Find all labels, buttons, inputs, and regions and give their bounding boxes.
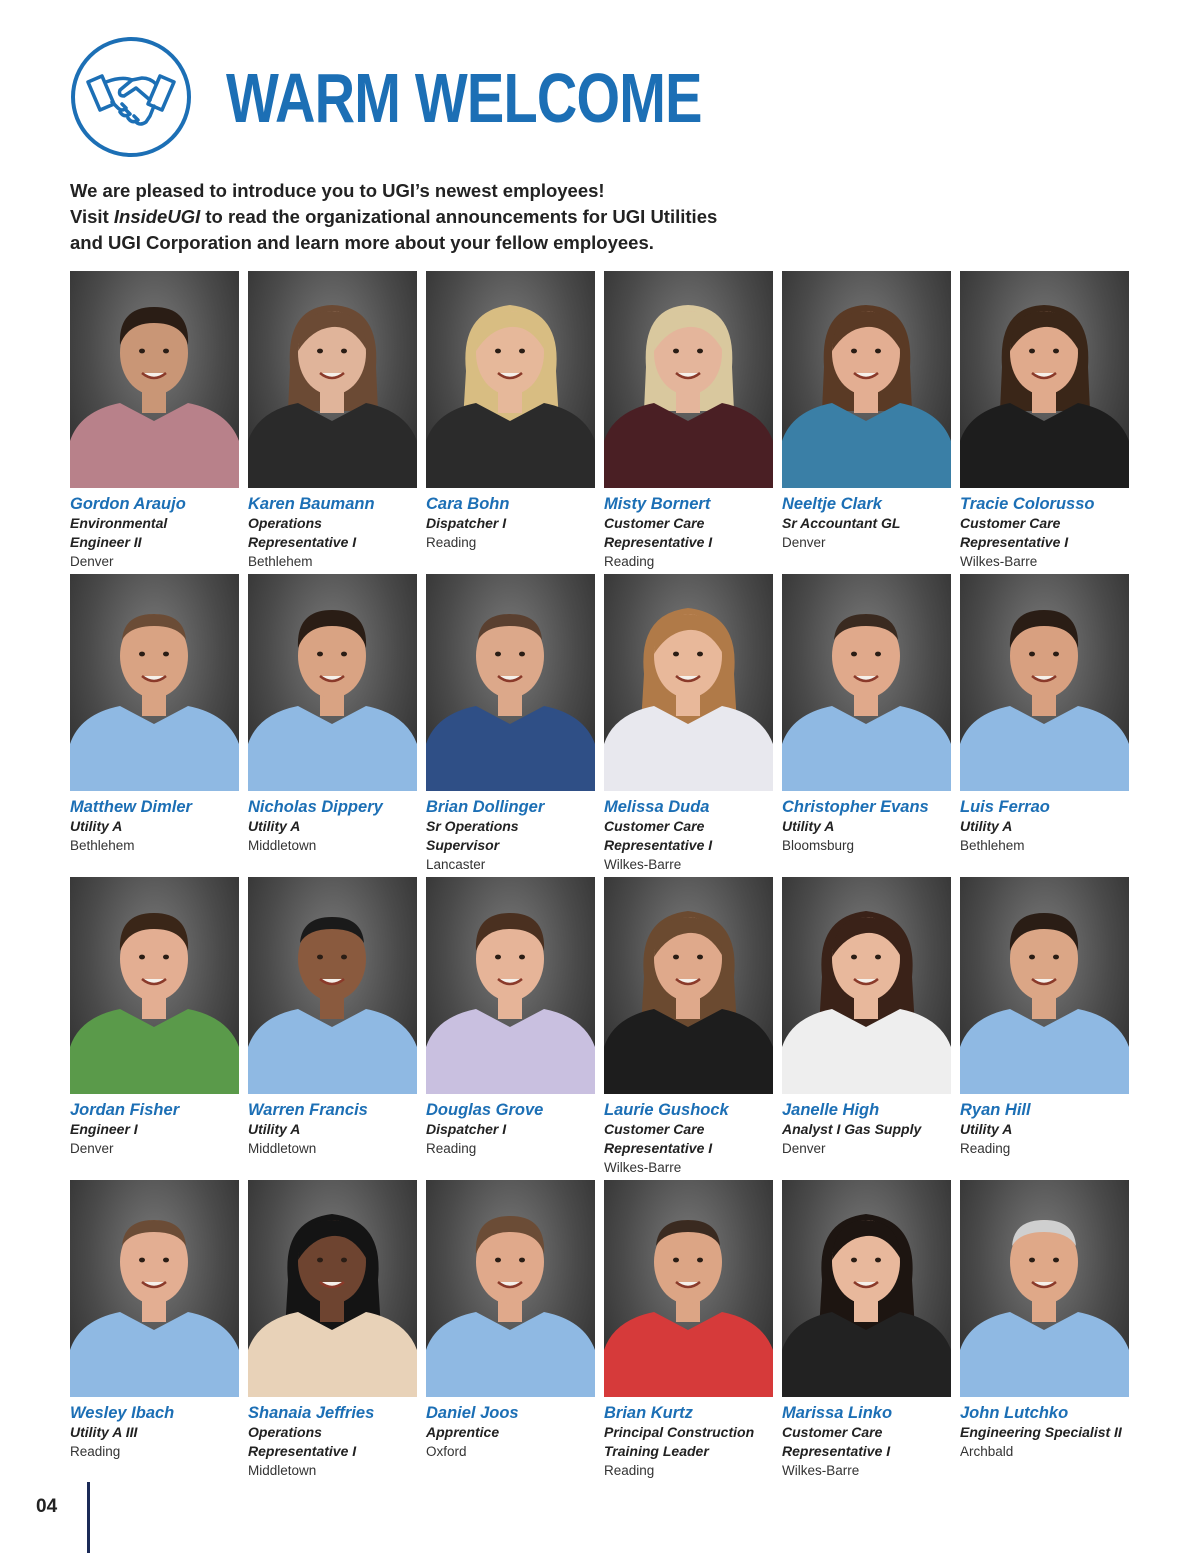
employee-role: Customer Care Representative I <box>604 515 713 550</box>
employee-card <box>960 877 1129 1171</box>
employee-card <box>960 271 1129 569</box>
employee-card <box>426 877 595 1171</box>
employee-name: Marissa Linko <box>782 1404 893 1422</box>
employee-role: Utility A <box>248 1121 301 1137</box>
employee-card <box>70 574 239 868</box>
employee-name: Karen Baumann <box>248 495 375 513</box>
intro-line-3: and UGI Corporation and learn more about your fellow employees. <box>70 232 654 253</box>
employee-location: Lancaster <box>426 857 486 872</box>
employee-photo <box>960 1180 1129 1397</box>
employee-card <box>248 877 417 1171</box>
employee-location: Reading <box>426 1141 477 1156</box>
employee-photo <box>604 574 773 791</box>
employee-role: Utility A <box>70 818 123 834</box>
employee-name: Neeltje Clark <box>782 495 882 513</box>
employee-location: Middletown <box>248 1141 317 1156</box>
employee-role: Customer Care Representative I <box>960 515 1069 550</box>
employee-name: Melissa Duda <box>604 798 710 816</box>
employee-location: Bethlehem <box>248 554 313 569</box>
employee-location: Denver <box>70 554 114 569</box>
employee-card <box>604 1180 773 1478</box>
employee-grid <box>70 271 1130 1478</box>
employee-photo <box>248 1180 417 1397</box>
employee-photo <box>782 877 951 1094</box>
page-title: WARM WELCOME <box>226 59 702 137</box>
employee-card <box>604 271 773 569</box>
employee-name: Warren Francis <box>248 1101 368 1119</box>
employee-photo <box>248 877 417 1094</box>
employee-name: Luis Ferrao <box>960 798 1050 816</box>
employee-photo <box>70 1180 239 1397</box>
employee-photo <box>426 271 595 488</box>
employee-role: Customer Care Representative I <box>604 818 713 853</box>
insideugi-link[interactable]: InsideUGI <box>113 206 201 227</box>
employee-card <box>782 1180 951 1478</box>
employee-location: Reading <box>426 535 477 550</box>
employee-role: Dispatcher I <box>426 515 507 531</box>
employee-role: Principal Construction Training Leader <box>604 1424 755 1459</box>
employee-photo <box>782 574 951 791</box>
employee-location: Wilkes-Barre <box>604 857 682 872</box>
page-rule <box>87 1482 90 1553</box>
employee-role: Dispatcher I <box>426 1121 507 1137</box>
employee-role: Sr Accountant GL <box>782 515 901 531</box>
employee-location: Middletown <box>248 838 317 853</box>
employee-role: Sr Operations Supervisor <box>426 818 519 853</box>
page-number: 04 <box>36 1496 58 1517</box>
employee-role: Engineering Specialist II <box>960 1424 1122 1440</box>
employee-card <box>604 877 773 1175</box>
employee-photo <box>248 271 417 488</box>
intro-line-1: We are pleased to introduce you to UGI’s newest employees! <box>70 180 605 201</box>
employee-photo <box>70 574 239 791</box>
employee-photo <box>604 877 773 1094</box>
employee-location: Archbald <box>960 1444 1014 1459</box>
employee-card <box>248 574 417 868</box>
employee-location: Bloomsburg <box>782 838 855 853</box>
employee-photo <box>248 574 417 791</box>
employee-card <box>782 574 951 868</box>
intro-suffix: to read the organizational announcements for UGI Utilities <box>200 206 718 227</box>
employee-role: Environmental Engineer II <box>70 515 168 550</box>
employee-location: Reading <box>960 1141 1011 1156</box>
employee-name: Gordon Araujo <box>70 495 186 513</box>
employee-name: Christopher Evans <box>782 798 929 816</box>
employee-name: Douglas Grove <box>426 1101 544 1119</box>
employee-role: Engineer I <box>70 1121 138 1137</box>
employee-card <box>782 877 951 1171</box>
employee-photo <box>960 574 1129 791</box>
employee-location: Denver <box>782 535 826 550</box>
employee-name: Tracie Colorusso <box>960 495 1095 513</box>
employee-role: Utility A <box>248 818 301 834</box>
employee-role: Analyst I Gas Supply <box>782 1121 922 1137</box>
employee-card <box>426 574 595 872</box>
employee-name: Ryan Hill <box>960 1101 1031 1119</box>
employee-photo <box>426 1180 595 1397</box>
employee-role: Utility A <box>960 818 1013 834</box>
employee-location: Wilkes-Barre <box>604 1160 682 1175</box>
employee-location: Oxford <box>426 1444 467 1459</box>
employee-role: Operations Representative I <box>248 1424 357 1459</box>
employee-name: Nicholas Dippery <box>248 798 383 816</box>
employee-name: Matthew Dimler <box>70 798 192 816</box>
employee-role: Utility A <box>960 1121 1013 1137</box>
employee-card <box>70 1180 239 1474</box>
employee-name: Shanaia Jeffries <box>248 1404 375 1422</box>
employee-name: Wesley Ibach <box>70 1404 175 1422</box>
employee-name: Janelle High <box>782 1101 880 1119</box>
handshake-icon <box>70 36 192 158</box>
employee-name: Brian Dollinger <box>426 798 545 816</box>
employee-photo <box>960 271 1129 488</box>
employee-name: Daniel Joos <box>426 1404 519 1422</box>
employee-photo <box>426 877 595 1094</box>
employee-location: Reading <box>604 554 655 569</box>
intro-text <box>70 178 810 256</box>
employee-name: Jordan Fisher <box>70 1101 180 1119</box>
employee-card <box>604 574 773 872</box>
intro-line-2 <box>70 204 810 230</box>
employee-name: John Lutchko <box>960 1404 1069 1422</box>
employee-location: Wilkes-Barre <box>960 554 1038 569</box>
employee-role: Utility A III <box>70 1424 138 1440</box>
employee-location: Wilkes-Barre <box>782 1463 860 1478</box>
employee-role: Apprentice <box>426 1424 500 1440</box>
employee-location: Reading <box>70 1444 121 1459</box>
employee-role: Customer Care Representative I <box>782 1424 891 1459</box>
employee-role: Operations Representative I <box>248 515 357 550</box>
employee-location: Middletown <box>248 1463 317 1478</box>
employee-card <box>426 1180 595 1474</box>
intro-prefix: Visit <box>70 206 114 227</box>
employee-photo <box>782 1180 951 1397</box>
employee-role: Utility A <box>782 818 835 834</box>
employee-card <box>248 271 417 569</box>
employee-card <box>782 271 951 565</box>
employee-location: Reading <box>604 1463 655 1478</box>
employee-photo <box>604 271 773 488</box>
employee-photo <box>782 271 951 488</box>
employee-name: Brian Kurtz <box>604 1404 693 1422</box>
employee-photo <box>604 1180 773 1397</box>
employee-card <box>960 574 1129 868</box>
employee-card <box>960 1180 1129 1474</box>
employee-location: Denver <box>70 1141 114 1156</box>
employee-photo <box>426 574 595 791</box>
employee-card <box>70 271 239 569</box>
employee-card <box>70 877 239 1171</box>
employee-card <box>426 271 595 565</box>
employee-photo <box>70 271 239 488</box>
employee-role: Customer Care Representative I <box>604 1121 713 1156</box>
employee-photo <box>70 877 239 1094</box>
employee-name: Misty Bornert <box>604 495 711 513</box>
employee-name: Cara Bohn <box>426 495 510 513</box>
employee-name: Laurie Gushock <box>604 1101 729 1119</box>
employee-photo <box>960 877 1129 1094</box>
employee-location: Bethlehem <box>960 838 1025 853</box>
employee-location: Denver <box>782 1141 826 1156</box>
employee-location: Bethlehem <box>70 838 135 853</box>
employee-card <box>248 1180 417 1478</box>
